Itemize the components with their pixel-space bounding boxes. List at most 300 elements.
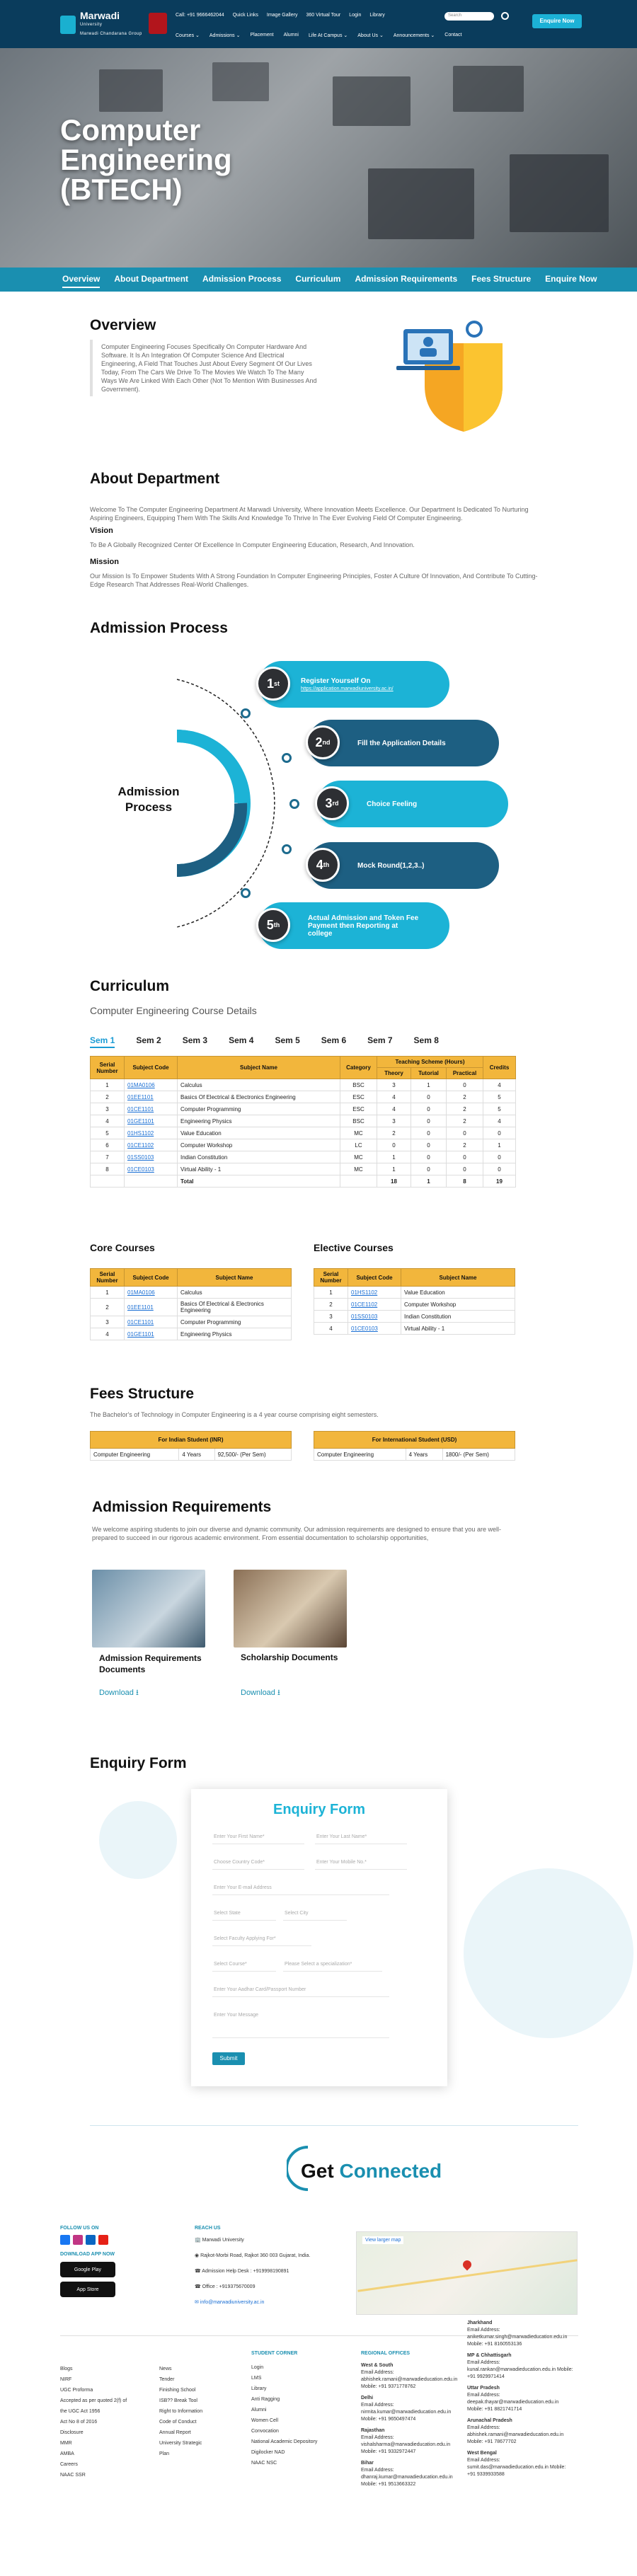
table-cell: 0 [411, 1151, 447, 1163]
table-cell: 0 [483, 1127, 516, 1139]
th-scheme: Teaching Scheme (Hours) [377, 1057, 483, 1068]
region-name: Rajasthan [361, 2428, 385, 2433]
mission-text: Our Mission Is To Empower Students With A Strong Foundation In Computer Engineering Principles, Foster A Culture Of Innovation, And Contribute To Cutting-Edge Research That Addresses Real-World Challenges. [90, 573, 538, 588]
table-cell: 3 [91, 1103, 125, 1115]
subject-code-link[interactable]: 01CE1102 [348, 1299, 401, 1311]
vision-text: To Be A Globally Recognized Center Of Excellence In Computer Engineering Education, Research, And Innovation. [90, 541, 415, 548]
university-logo[interactable] [60, 9, 144, 37]
facebook-icon[interactable] [60, 2235, 70, 2245]
table-cell: 4 [91, 1328, 125, 1340]
step-1-link[interactable]: https://application.marwadiuniversity.ac.in/ [301, 686, 394, 691]
region-name: Bihar [361, 2461, 374, 2466]
google-play-button[interactable]: Google Play [60, 2262, 115, 2277]
fees-indian-amount: 92,500/- (Per Sem) [214, 1449, 291, 1461]
reach-us-label: REACH US [195, 2226, 221, 2231]
th-elec-serial: Serial Number [314, 1269, 348, 1287]
table-cell: MC [340, 1127, 377, 1139]
map-pin-icon [461, 2259, 474, 2271]
faculty-select[interactable]: Select Faculty Applying For* [212, 1933, 311, 1946]
table-cell: 2 [314, 1299, 348, 1311]
footer-link[interactable]: MMR [60, 2441, 72, 2446]
table-cell: 0 [483, 1151, 516, 1163]
region-contact: Email Address: abhishek.ramani@marwadieducation.edu.in Mobile: +91 78677702 [467, 2425, 564, 2444]
table-cell: 1 [91, 1287, 125, 1299]
enquiry-form-card [191, 1789, 447, 2086]
hero-monitor-shape [368, 168, 474, 239]
region-name: Jharkhand [467, 2321, 493, 2325]
region-contact: Email Address: abhishek.ramani@marwadieducation.edu.in Mobile: +91 9371778762 [361, 2370, 458, 2389]
table-cell: 1 [377, 1163, 411, 1175]
table-cell: 0 [447, 1163, 483, 1175]
location-icon: ◉ [195, 2253, 201, 2258]
table-cell: BSC [340, 1115, 377, 1127]
table-cell: 1 [411, 1079, 447, 1091]
enquire-now-button[interactable]: Enquire Now [532, 14, 582, 28]
total-cell: 1 [411, 1175, 447, 1188]
hero-banner [0, 48, 637, 268]
footer-link[interactable]: NAAC SSR [60, 2473, 86, 2478]
table-cell: 3 [377, 1115, 411, 1127]
nav-about[interactable]: About Us ⌄ [357, 33, 384, 38]
enquiry-title: Enquiry Form [90, 1755, 187, 1771]
th-category: Category [340, 1057, 377, 1079]
subject-code-link[interactable]: 01EE1101 [125, 1091, 178, 1103]
nav-placement[interactable]: Placement [250, 33, 274, 38]
total-label: Total [178, 1175, 340, 1188]
region-contact: Email Address: kunal.rankan@marwadieducation.edu.in Mobile: +91 9929971414 [467, 2360, 573, 2379]
table-row [91, 1316, 292, 1328]
tab-sem-8[interactable]: Sem 8 [413, 1035, 439, 1045]
instagram-icon[interactable] [73, 2235, 83, 2245]
table-cell: 4 [483, 1115, 516, 1127]
subject-code-link[interactable]: 01CE0103 [348, 1323, 401, 1335]
requirements-title: Admission Requirements [92, 1499, 272, 1515]
table-cell: Engineering Physics [178, 1115, 340, 1127]
subject-code-link[interactable]: 01SS0103 [348, 1311, 401, 1323]
table-cell: 4 [91, 1115, 125, 1127]
region-name: West Bengal [467, 2451, 497, 2456]
step-5-label: Actual Admission and Token Fee Payment then Reporting at college [308, 914, 419, 938]
core-courses-title: Core Courses [90, 1242, 155, 1253]
table-cell: 2 [447, 1139, 483, 1151]
hero-monitor-shape [453, 66, 524, 112]
logo-tag: Marwadi Chandarana Group [80, 31, 142, 36]
regional-col-b [467, 2320, 573, 2478]
table-cell: 5 [483, 1103, 516, 1115]
view-larger-map-link[interactable]: View larger map [362, 2236, 403, 2244]
table-cell: 2 [447, 1103, 483, 1115]
hero-monitor-shape [99, 69, 163, 112]
table-cell: 5 [483, 1091, 516, 1103]
th-core-code: Subject Code [125, 1269, 178, 1287]
total-cell: 19 [483, 1175, 516, 1188]
region-name: Arunachal Pradesh [467, 2418, 512, 2423]
region-contact: Email Address: nirmita.kumar@marwadieducation.edu.in Mobile: +91 9650497474 [361, 2403, 452, 2422]
nav-courses[interactable]: Courses ⌄ [176, 33, 200, 38]
table-cell: MC [340, 1163, 377, 1175]
th-serial: Serial Number [91, 1057, 125, 1079]
table-cell: 5 [91, 1127, 125, 1139]
aadhar-input[interactable]: Enter Your Aadhar Card/Passport Number [212, 1984, 389, 1997]
table-cell: 2 [447, 1115, 483, 1127]
course-select[interactable]: Select Course* [212, 1959, 276, 1972]
email-input[interactable]: Enter Your E-mail Address [212, 1882, 389, 1895]
connected-word1: Get [301, 2160, 334, 2182]
step-1-number: 1 st [256, 667, 290, 701]
reach-helpdesk[interactable]: ☎ Admission Help Desk : +919998190891 [195, 2269, 289, 2274]
connected-word2: Connected [339, 2160, 442, 2182]
subject-code-link[interactable]: 01EE1101 [125, 1299, 178, 1316]
corner-link[interactable]: Alumni [251, 2408, 267, 2413]
region-name: MP & Chhattisgarh [467, 2353, 512, 2358]
download-app-label: DOWNLOAD APP NOW [60, 2252, 115, 2257]
table-cell: Computer Workshop [178, 1139, 340, 1151]
table-cell: Indian Constitution [178, 1151, 340, 1163]
th-practical: Practical [447, 1068, 483, 1079]
table-row [91, 1115, 516, 1127]
footer-col-1 [60, 2364, 127, 2480]
phone-icon: ☎ [195, 2284, 202, 2289]
specialization-select[interactable]: Please Select a specialization* [283, 1959, 382, 1972]
last-name-input[interactable]: Enter Your Last Name* [315, 1832, 407, 1844]
fees-indian-head: For Indian Student (INR) [91, 1432, 292, 1449]
table-cell: 2 [447, 1091, 483, 1103]
location-map[interactable] [356, 2231, 578, 2315]
tab-overview[interactable]: Overview [62, 274, 100, 288]
top-link-login[interactable]: Login [349, 13, 362, 18]
nav-contact[interactable]: Contact [444, 33, 462, 38]
subject-code-link[interactable]: 01MA0106 [125, 1287, 178, 1299]
table-cell: Calculus [178, 1287, 292, 1299]
section-tabs [0, 268, 637, 292]
table-cell: Computer Programming [178, 1103, 340, 1115]
table-cell: ESC [340, 1103, 377, 1115]
submit-button[interactable]: Submit [212, 2052, 245, 2065]
table-cell: 4 [483, 1079, 516, 1091]
subject-code-link[interactable]: 01CE1101 [125, 1316, 178, 1328]
tab-sem-3[interactable]: Sem 3 [182, 1035, 208, 1045]
table-cell [125, 1175, 178, 1188]
footer-link[interactable]: Disclosure [60, 2430, 84, 2435]
fees-title: Fees Structure [90, 1386, 195, 1402]
curriculum-title: Curriculum [90, 978, 170, 994]
logo-mark-icon [60, 16, 76, 34]
table-row [91, 1151, 516, 1163]
table-cell [91, 1175, 125, 1188]
footer-link[interactable]: Finishing School [159, 2388, 196, 2393]
follow-label: FOLLOW US ON [60, 2226, 99, 2231]
footer-link[interactable]: AMBA [60, 2451, 74, 2456]
corner-link[interactable]: Login [251, 2365, 264, 2370]
regional-col-a [361, 2362, 458, 2488]
process-dot [282, 753, 292, 763]
tab-sem-2[interactable]: Sem 2 [136, 1035, 161, 1045]
region-contact: Email Address: vishalsharma@marwadieducation.edu.in Mobile: +91 9332972447 [361, 2435, 451, 2454]
th-name: Subject Name [178, 1057, 340, 1079]
footer-link[interactable]: Accepted as per quoted 2(f) of the UGC Act 1956 [60, 2398, 127, 2414]
logo-name: Marwadi [80, 9, 120, 21]
city-select[interactable]: Select City [283, 1908, 347, 1921]
fees-intl-table [314, 1431, 515, 1461]
corner-link[interactable]: Convocation [251, 2429, 279, 2434]
table-cell: 2 [377, 1127, 411, 1139]
state-select[interactable]: Select State [212, 1908, 276, 1921]
hero-monitor-shape [333, 76, 411, 126]
tab-curriculum[interactable]: Curriculum [295, 274, 341, 284]
process-center-label: Admission Process [117, 785, 180, 814]
overview-illustration-icon [396, 315, 517, 435]
table-cell: Calculus [178, 1079, 340, 1091]
table-cell: 0 [411, 1103, 447, 1115]
footer-col-2 [159, 2364, 212, 2459]
top-link-quick[interactable]: Quick Links [232, 13, 258, 18]
top-links [176, 13, 385, 18]
footer-link[interactable]: Annual Report [159, 2430, 191, 2435]
linkedin-icon[interactable] [86, 2235, 96, 2245]
table-row [91, 1091, 516, 1103]
table-cell: 8 [91, 1163, 125, 1175]
step-2-label: Fill the Application Details [357, 739, 446, 747]
table-cell: 7 [91, 1151, 125, 1163]
table-cell: Engineering Physics [178, 1328, 292, 1340]
th-code: Subject Code [125, 1057, 178, 1079]
table-cell: 6 [91, 1139, 125, 1151]
th-theory: Theory [377, 1068, 411, 1079]
tab-admission-process[interactable]: Admission Process [202, 274, 282, 284]
footer-link[interactable]: Right to Information [159, 2409, 203, 2414]
reach-university-name: 🏢 Marwadi University [195, 2238, 244, 2243]
search-input[interactable]: Search [444, 12, 494, 21]
tab-enquire-now[interactable]: Enquire Now [545, 274, 597, 284]
tab-admission-requirements[interactable]: Admission Requirements [355, 274, 458, 284]
tab-fees-structure[interactable]: Fees Structure [471, 274, 532, 284]
youtube-icon[interactable] [98, 2235, 108, 2245]
table-cell: 0 [411, 1127, 447, 1139]
admission-process-title: Admission Process [90, 620, 228, 636]
scholarship-docs-title: Scholarship Documents [241, 1652, 338, 1662]
subject-code-link[interactable]: 01GE1101 [125, 1115, 178, 1127]
subject-code-link[interactable]: 01HS1102 [348, 1287, 401, 1299]
table-cell: 1 [314, 1287, 348, 1299]
corner-link[interactable]: Women Cell [251, 2418, 278, 2423]
table-cell: Virtual Ability - 1 [178, 1163, 340, 1175]
table-cell: Basics Of Electrical & Electronics Engineering [178, 1091, 340, 1103]
table-row [314, 1299, 515, 1311]
table-cell: MC [340, 1151, 377, 1163]
top-link-call[interactable]: Call: +91 9666462044 [176, 13, 224, 18]
core-courses-table [90, 1268, 292, 1340]
tab-sem-4[interactable]: Sem 4 [229, 1035, 254, 1045]
phone-icon: ☎ [195, 2269, 202, 2274]
curriculum-table [90, 1056, 516, 1188]
table-cell: Basics Of Electrical & Electronics Engineering [178, 1299, 292, 1316]
table-cell: 1 [91, 1079, 125, 1091]
fees-text: The Bachelor's of Technology in Computer Engineering is a 4 year course comprising eight semesters. [90, 1411, 379, 1418]
region-contact: Email Address: deepak.thayar@marwadieducation.edu.in Mobile: +91 8821741714 [467, 2393, 559, 2412]
curriculum-subtitle: Computer Engineering Course Details [90, 1005, 257, 1016]
logo-sub: University [80, 22, 103, 27]
tab-sem-1[interactable]: Sem 1 [90, 1035, 115, 1048]
footer-link[interactable]: Act No 8 of 2016 [60, 2420, 98, 2425]
corner-link[interactable]: Anti Ragging [251, 2397, 280, 2402]
table-row [91, 1299, 292, 1316]
elective-courses-title: Elective Courses [314, 1242, 394, 1253]
download-icon: ⭳ [135, 1689, 139, 1697]
nav-announcements[interactable]: Announcements ⌄ [393, 33, 435, 38]
step-3-number: 3 rd [315, 786, 349, 820]
subject-code-link[interactable]: 01HS1102 [125, 1127, 178, 1139]
nav-life[interactable]: Life At Campus ⌄ [308, 33, 348, 38]
app-store-button[interactable]: App Store [60, 2282, 115, 2297]
hero-monitor-shape [212, 62, 269, 101]
table-cell: 0 [447, 1127, 483, 1139]
total-row [91, 1175, 516, 1188]
mail-icon: ✉ [195, 2300, 200, 2305]
table-cell: 1 [377, 1151, 411, 1163]
region-name: West & South [361, 2363, 394, 2368]
table-cell: Computer Programming [178, 1316, 292, 1328]
th-elec-code: Subject Code [348, 1269, 401, 1287]
footer-link[interactable]: Code of Conduct [159, 2420, 197, 2425]
admission-docs-title: Admission Requirements Documents [99, 1653, 202, 1674]
search-icon[interactable] [501, 12, 509, 20]
subject-code-link[interactable]: 01GE1101 [125, 1328, 178, 1340]
table-cell: 4 [377, 1103, 411, 1115]
mission-title: Mission [90, 558, 119, 566]
overview-title: Overview [90, 317, 156, 333]
table-cell: 2 [91, 1299, 125, 1316]
mobile-input[interactable]: Enter Your Mobile No.* [315, 1857, 407, 1870]
table-cell: 0 [411, 1115, 447, 1127]
table-cell: 4 [314, 1323, 348, 1335]
process-dot [282, 844, 292, 854]
th-elec-name: Subject Name [401, 1269, 515, 1287]
table-cell: LC [340, 1139, 377, 1151]
step-2-number: 2 nd [306, 725, 340, 759]
scholarship-docs-image [234, 1570, 347, 1648]
get-connected-title [301, 2160, 442, 2183]
first-name-input[interactable]: Enter Your First Name* [212, 1832, 304, 1844]
top-link-gallery[interactable]: Image Gallery [266, 13, 298, 18]
reach-address: ◉ Rajkot-Morbi Road, Rajkot 360 003 Gujarat, India. [195, 2253, 311, 2258]
table-row [91, 1163, 516, 1175]
table-cell: BSC [340, 1079, 377, 1091]
footer-link[interactable]: Tender [159, 2377, 175, 2382]
table-cell: 0 [411, 1139, 447, 1151]
accreditation-badge-icon [149, 13, 167, 34]
subject-code-link[interactable]: 01MA0106 [125, 1079, 178, 1091]
overview-divider [90, 340, 93, 396]
tab-sem-7[interactable]: Sem 7 [367, 1035, 393, 1045]
subject-code-link[interactable]: 01CE1101 [125, 1103, 178, 1115]
table-cell: Computer Workshop [401, 1299, 515, 1311]
footer-link[interactable]: UGC Proforma [60, 2388, 93, 2393]
region-name: Delhi [361, 2396, 374, 2400]
reach-office[interactable]: ☎ Office : +919375670009 [195, 2284, 256, 2289]
table-row [314, 1311, 515, 1323]
table-cell: ESC [340, 1091, 377, 1103]
step-4-number: 4 th [306, 848, 340, 882]
tab-sem-5[interactable]: Sem 5 [275, 1035, 300, 1045]
footer-link[interactable]: NIRF [60, 2377, 72, 2382]
step-4-label: Mock Round(1,2,3..) [357, 861, 425, 870]
subject-code-link[interactable]: 01CE1102 [125, 1139, 178, 1151]
corner-link[interactable]: Library [251, 2386, 267, 2391]
main-nav [176, 33, 461, 38]
tab-sem-6[interactable]: Sem 6 [321, 1035, 347, 1045]
table-row [91, 1139, 516, 1151]
table-cell: 1 [483, 1139, 516, 1151]
table-cell: Virtual Ability - 1 [401, 1323, 515, 1335]
corner-link[interactable]: National Academic Depository [251, 2439, 318, 2444]
total-cell: 8 [447, 1175, 483, 1188]
hero-monitor-shape [510, 154, 609, 232]
footer-link[interactable]: ISB?? Break Tool [159, 2398, 197, 2403]
table-cell: 3 [91, 1316, 125, 1328]
building-icon: 🏢 [195, 2238, 202, 2243]
table-row [91, 1328, 292, 1340]
table-cell: 0 [377, 1139, 411, 1151]
th-core-name: Subject Name [178, 1269, 292, 1287]
tab-about-department[interactable]: About Department [114, 274, 189, 284]
top-link-library[interactable]: Library [369, 13, 385, 18]
table-cell: Value Education [178, 1127, 340, 1139]
footer-link[interactable]: Careers [60, 2462, 78, 2467]
decor-circle [99, 1801, 177, 1879]
elective-courses-table [314, 1268, 515, 1335]
overview-text: Computer Engineering Focuses Specifically On Computer Hardware And Software. It Is An Integration Of Computer Science And Electrical Engineering, A Field That Touches Just About Every Segment Of Our Lives Today, From The Cars We Drive To The Movies We Watch To The Many Ways We Are Linked With Each Other (Not To Mention With Businesses And Government). [101, 343, 317, 393]
requirements-text: We welcome aspiring students to join our diverse and dynamic community. Our admission requirements are designed to ensure that you are well-prepared to succeed in our rigorous academic environment. From essential documentation to scholarship opportunities, [92, 1526, 501, 1541]
scholarship-docs-download[interactable]: Download ⭳ [241, 1689, 280, 1697]
corner-link[interactable]: NAAC NSC [251, 2461, 277, 2466]
subject-code-link[interactable]: 01CE0103 [125, 1163, 178, 1175]
regional-offices-label: REGIONAL OFFICES [361, 2351, 411, 2356]
table-cell: 0 [411, 1091, 447, 1103]
fees-indian-duration: 4 Years [179, 1449, 214, 1461]
table-row [91, 1127, 516, 1139]
reach-email[interactable]: ✉ info@marwadiuniversity.ac.in [195, 2300, 265, 2305]
footer-link[interactable]: Blogs [60, 2367, 73, 2371]
admission-docs-image [92, 1570, 205, 1648]
student-corner-col [251, 2362, 322, 2468]
message-textarea[interactable]: Enter Your Message [212, 2010, 389, 2038]
hero-title: Computer Engineering (BTECH) [60, 113, 232, 206]
corner-link[interactable]: LMS [251, 2376, 262, 2381]
footer-link[interactable]: News [159, 2367, 172, 2371]
about-text: Welcome To The Computer Engineering Department At Marwadi University, Where Innovation Meets Excellence. Our Department Is Dedicated To Nurturing Aspiring Engineers, Equipping Them With The Skills And Knowledge To Thrive In The Ever Evolving Field Of Computer Engineering. [90, 506, 529, 522]
th-credits: Credits [483, 1057, 516, 1079]
corner-link[interactable]: Digilocker NAD [251, 2450, 285, 2455]
footer-link[interactable]: University Strategic Plan [159, 2441, 202, 2456]
table-cell: 4 [377, 1091, 411, 1103]
nav-admissions[interactable]: Admissions ⌄ [209, 33, 241, 38]
table-row [314, 1287, 515, 1299]
subject-code-link[interactable]: 01SS0103 [125, 1151, 178, 1163]
table-cell: 0 [483, 1163, 516, 1175]
step-3-label: Choice Feeling [367, 800, 418, 808]
top-link-tour[interactable]: 360 Virtual Tour [306, 13, 341, 18]
fees-indian-program: Computer Engineering [91, 1449, 179, 1461]
step-5-number: 5 th [256, 908, 290, 942]
country-code-select[interactable]: Choose Country Code* [212, 1857, 304, 1870]
nav-alumni[interactable]: Alumni [283, 33, 299, 38]
region-contact: Email Address: sumit.das@marwadieducation.edu.in Mobile: +91 9339933588 [467, 2458, 566, 2477]
table-cell: 0 [447, 1079, 483, 1091]
form-title: Enquiry Form [272, 1802, 365, 1817]
table-cell: 3 [377, 1079, 411, 1091]
table-cell: 0 [447, 1151, 483, 1163]
admission-docs-download[interactable]: Download ⭳ [99, 1689, 139, 1697]
